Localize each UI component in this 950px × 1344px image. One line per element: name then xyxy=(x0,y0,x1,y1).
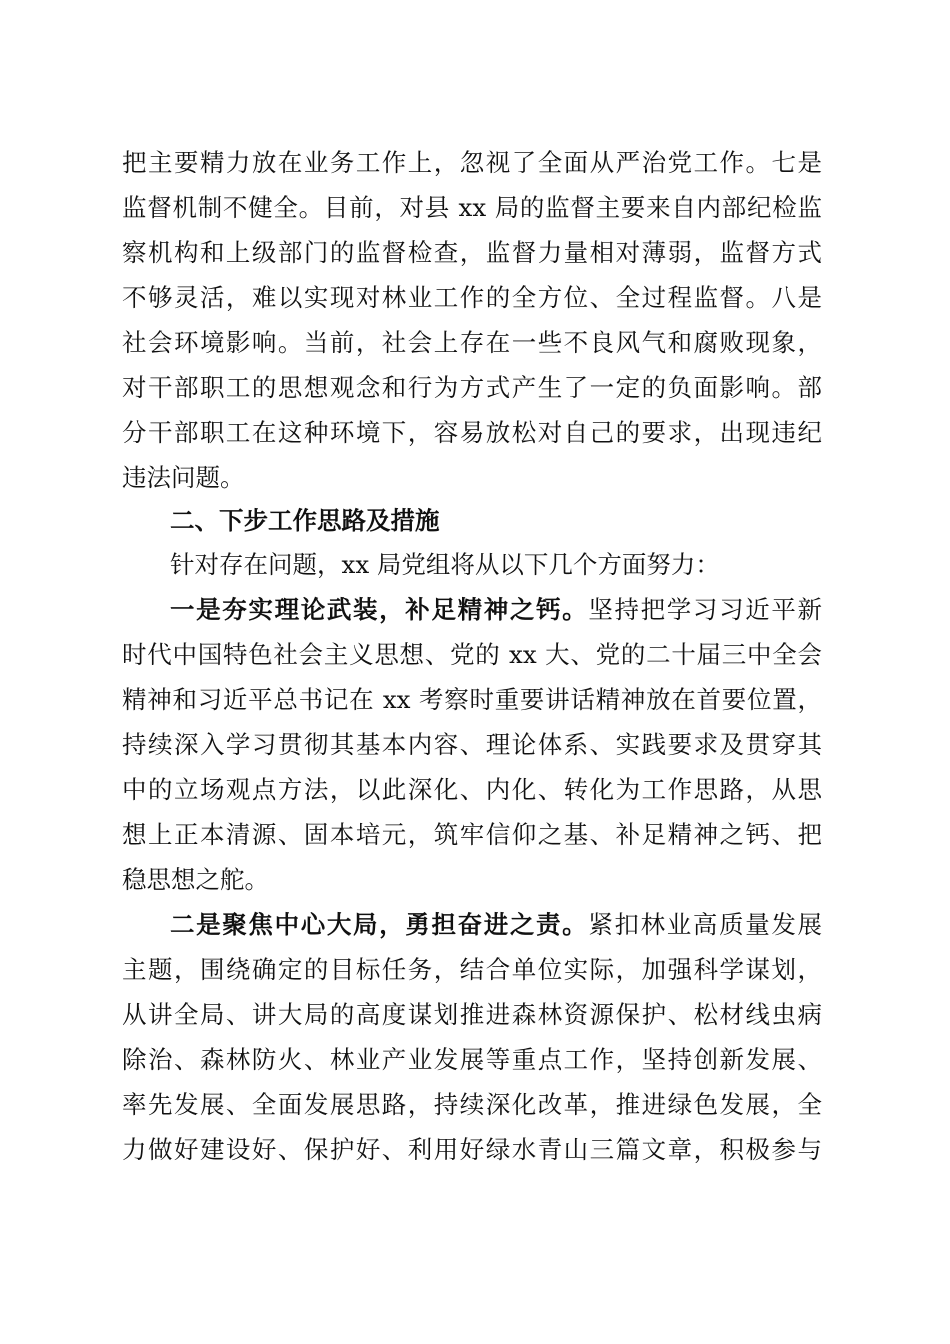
body-line: 分干部职工在这种环境下，容易放松对自己的要求，出现违纪 xyxy=(122,418,822,447)
body-line: 除治、森林防火、林业产业发展等重点工作，坚持创新发展、 xyxy=(122,1045,822,1074)
body-line: 稳思想之舵。 xyxy=(122,865,269,894)
section-heading: 二、下步工作思路及措施 xyxy=(170,506,440,535)
point2-lead: 二是聚焦中心大局，勇担奋进之责。 xyxy=(170,910,589,939)
body-line: 从讲全局、讲大局的高度谋划推进森林资源保护、松材线虫病 xyxy=(122,1000,822,1029)
body-line: 社会环境影响。当前，社会上存在一些不良风气和腐败现象， xyxy=(122,328,822,357)
body-line: 违法问题。 xyxy=(122,463,245,492)
body-line: 主题，围绕确定的目标任务，结合单位实际，加强科学谋划， xyxy=(122,955,822,984)
body-line: 想上正本清源、固本培元，筑牢信仰之基、补足精神之钙、把 xyxy=(122,820,822,849)
body-line: 持续深入学习贯彻其基本内容、理论体系、实践要求及贯穿其 xyxy=(122,730,822,759)
body-line: 力做好建设好、保护好、利用好绿水青山三篇文章，积极参与 xyxy=(122,1135,822,1164)
body-line: 不够灵活，难以实现对林业工作的全方位、全过程监督。八是 xyxy=(122,283,822,312)
body-line: 监督机制不健全。目前，对县 xx 局的监督主要来自内部纪检监 xyxy=(122,193,822,222)
point1-first-rest: 坚持把学习习近平新 xyxy=(588,595,823,624)
body-line: 时代中国特色社会主义思想、党的 xx 大、党的二十届三中全会 xyxy=(122,640,822,669)
body-line: 中的立场观点方法，以此深化、内化、转化为工作思路，从思 xyxy=(122,775,822,804)
body-line: 对干部职工的思想观念和行为方式产生了一定的负面影响。部 xyxy=(122,373,822,402)
point2-first-rest: 紧扣林业高质量发展 xyxy=(588,910,823,939)
body-line: 察机构和上级部门的监督检查，监督力量相对薄弱，监督方式 xyxy=(122,238,822,267)
point1-first-line xyxy=(170,588,822,632)
body-line: 精神和习近平总书记在 xx 考察时重要讲话精神放在首要位置， xyxy=(122,685,822,714)
body-line: 把主要精力放在业务工作上，忽视了全面从严治党工作。七是 xyxy=(122,148,822,177)
point2-first-line xyxy=(170,903,822,947)
body-line: 率先发展、全面发展思路，持续深化改革，推进绿色发展，全 xyxy=(122,1090,822,1119)
point1-lead: 一是夯实理论武装，补足精神之钙。 xyxy=(170,595,589,624)
intro-paragraph: 针对存在问题，xx 局党组将从以下几个方面努力： xyxy=(170,550,720,579)
